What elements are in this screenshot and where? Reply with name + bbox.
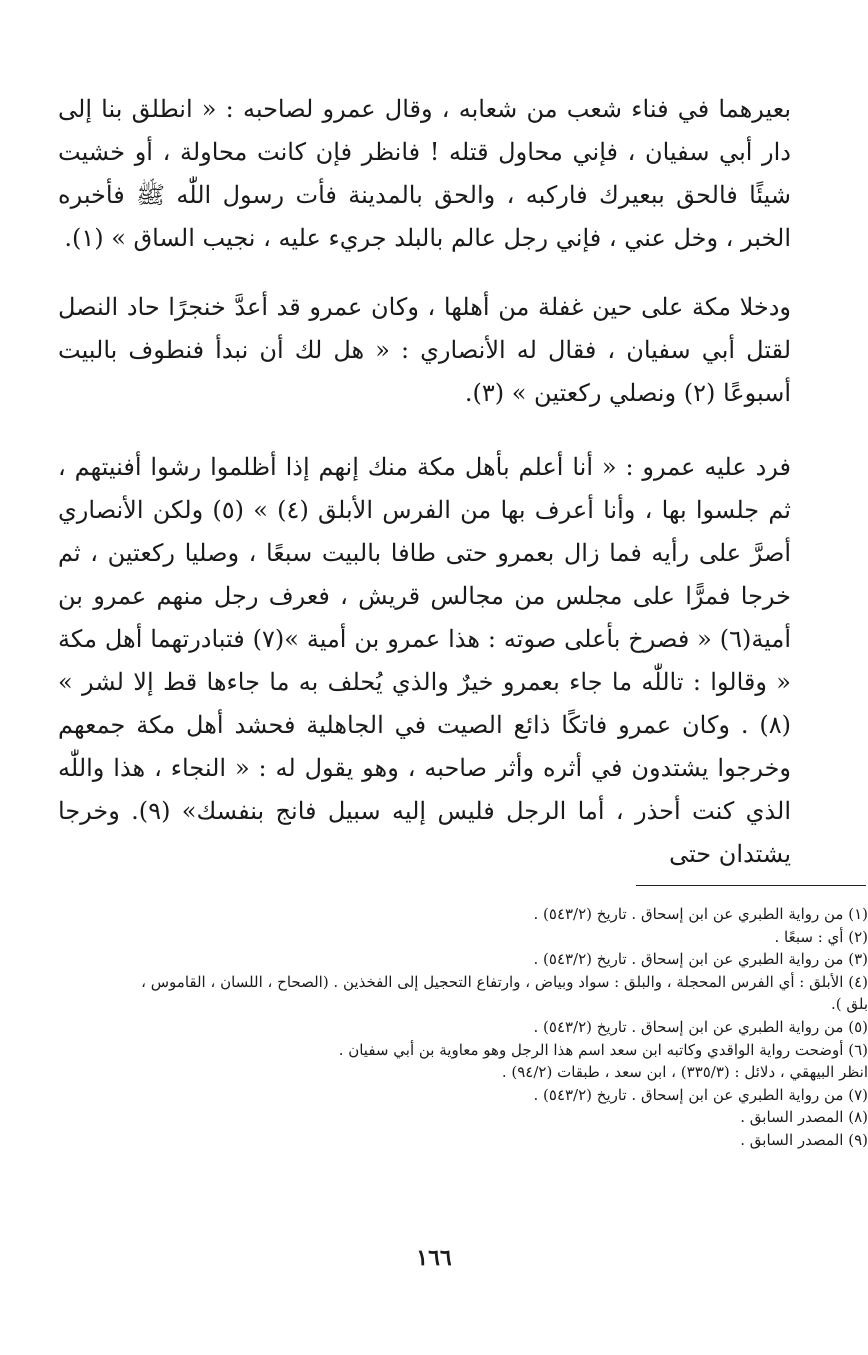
footnote: (٩) المصدر السابق . [740, 1130, 868, 1149]
footnote: (٣) من رواية الطبري عن ابن إسحاق . تاريخ (٥٤٣/٢) . [533, 950, 868, 969]
footnote: (٦) أوضحت رواية الواقدي وكاتبه ابن سعد اسم هذا الرجل وهو معاوية بن أبي سفيان . [338, 1040, 868, 1059]
paragraph-1: بعيرهما في فناء شعب من شعابه ، وقال عمرو لصاحبه : « انطلق بنا إلى دار أبي سفيان ، فإني محاول قتله ! فانظر فإن كانت محاولة ، أو خشيت شيئًا فالحق ببعيرك فاركبه ، والحق بالمدينة فأت رسول اللّٰه ﷺ فأخبره الخبر ، وخل عني ، فإني رجل عالم بالبلد جريء عليه ، نجيب الساق » (١). [58, 95, 792, 252]
footnote: (٢) أي : سبعًا . [774, 927, 868, 946]
footnote-separator [636, 885, 866, 886]
footnote: انظر البيهقي ، دلائل : (٣٣٥/٣) ، ابن سعد ، طبقات (٩٤/٢) . [501, 1063, 868, 1082]
footnotes-list [135, 903, 868, 1152]
paragraph-2: ودخلا مكة على حين غفلة من أهلها ، وكان عمرو قد أعدَّ خنجرًا حاد النصل لقتل أبي سفيان ، فقال له الأنصاري : « هل لك أن نبدأ فنطوف بالبيت أسبوعًا (٢) ونصلي ركعتين » (٣). [58, 293, 792, 407]
footnote: (١) من رواية الطبري عن ابن إسحاق . تاريخ (٥٤٣/٢) . [533, 905, 868, 923]
main-text [58, 88, 791, 877]
footnote: (٤) الأبلق : أي الفرس المحجلة ، والبلق : سواد وبياض ، وارتفاع التحجيل إلى الفخذين . (الصحاح ، اللسان ، القاموس ، بلق ). [141, 972, 868, 1014]
page-number: ١٦٦ [416, 1245, 452, 1271]
footnote: (٧) من رواية الطبري عن ابن إسحاق . تاريخ (٥٤٣/٢) . [533, 1085, 868, 1104]
footnote: (٨) المصدر السابق . [740, 1108, 868, 1127]
footnote: (٥) من رواية الطبري عن ابن إسحاق . تاريخ (٥٤٣/٢) . [533, 1017, 868, 1036]
paragraph-3: فرد عليه عمرو : « أنا أعلم بأهل مكة منك إنهم إذا أظلموا رشوا أفنيتهم ، ثم جلسوا بها ، وأنا أعرف بها من الفرس الأبلق (٤) » (٥) ولكن الأنصاري أصرَّ على رأيه فما زال بعمرو حتى طافا بالبيت سبعًا ، وصليا ركعتين ، ثم خرجا فمرًّا على مجلس من مجالس قريش ، فعرف رجل منهم عمرو بن أمية(٦) « فصرخ بأعلى صوته : هذا عمرو بن أمية »(٧) فتبادرتهما أهل مكة « وقالوا : تاللّٰه ما جاء بعمرو خيرٌ والذي يُحلف به ما جاءها قط إلا لشر » (٨) . وكان عمرو فاتكًا ذائع الصيت في الجاهلية فحشد أهل مكة جمعهم وخرجوا يشتدون في أثره وأثر صاحبه ، وهو يقول له : « النجاء ، هذا واللّٰه الذي كنت أحذر ، أما الرجل فليس إليه سبيل فانج بنفسك» (٩). وخرجا يشتدان حتى [58, 453, 792, 868]
